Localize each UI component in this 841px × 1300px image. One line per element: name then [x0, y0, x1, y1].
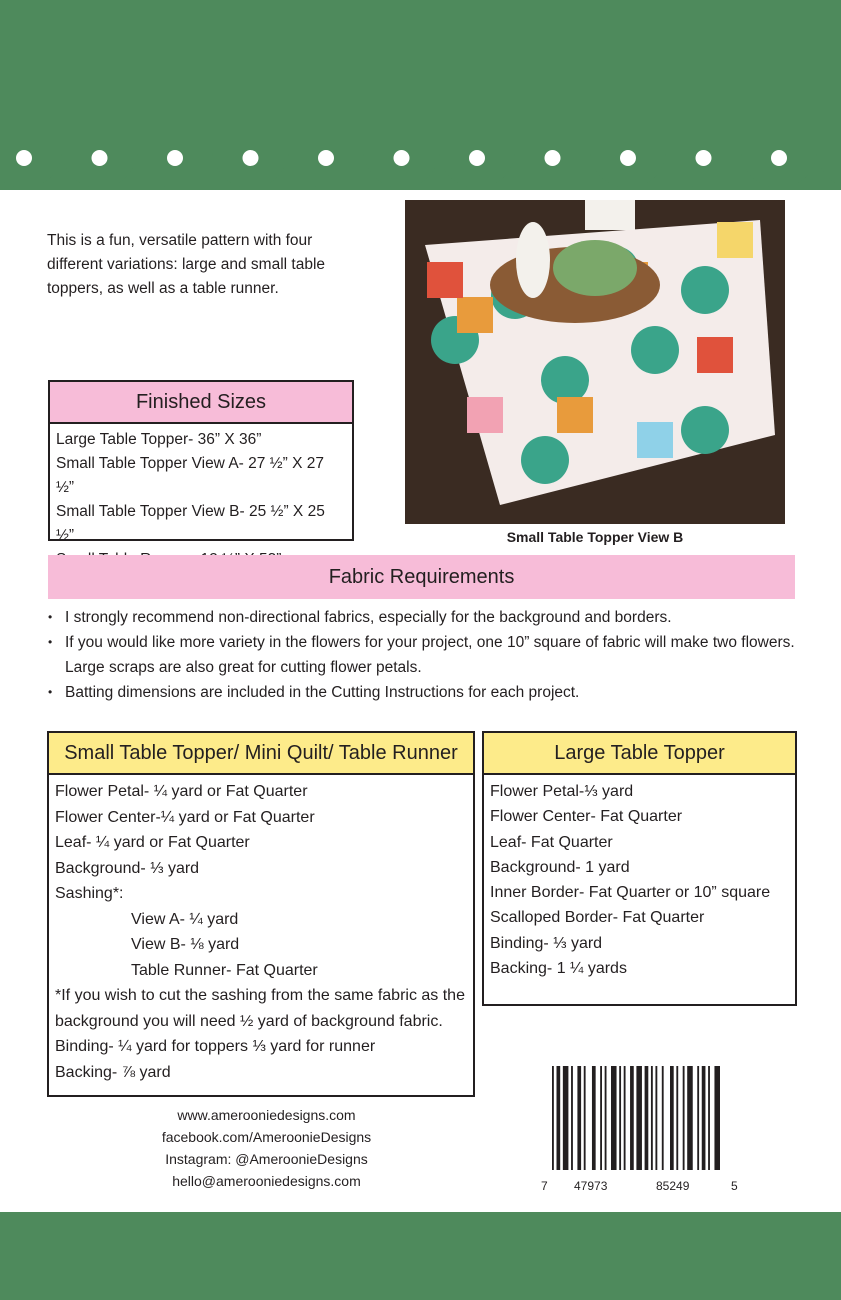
small-topper-list [49, 775, 473, 1089]
barcode-bar [676, 1066, 678, 1170]
requirement-line: View B- ⅛ yard [131, 936, 240, 953]
contact-info [120, 1104, 413, 1192]
fabric-note: • Batting dimensions are included in the Cutting Instructions for each project. [48, 680, 795, 705]
barcode-bar [624, 1066, 626, 1170]
requirement-line: Table Runner- Fat Quarter [131, 961, 318, 979]
photo-caption: Small Table Topper View B [506, 529, 684, 545]
barcode-bar [557, 1066, 561, 1170]
table-topper-photo [405, 200, 785, 524]
quilt-petal [681, 266, 729, 314]
quilt-petal [521, 436, 569, 484]
requirement-line: Leaf- Fat Quarter [490, 833, 613, 851]
barcode-bar [645, 1066, 649, 1170]
quilt-petal [631, 326, 679, 374]
requirement-line: Flower Center-¼ yard or Fat Quarter [55, 808, 315, 826]
barcode-bar [563, 1066, 569, 1170]
size-item: Small Table Topper View A- 27 ½” X 27 ½” [56, 455, 324, 496]
scallop-hole [16, 150, 32, 166]
requirement-line: Inner Border- Fat Quarter or 10” square [490, 884, 771, 902]
barcode-bar [708, 1066, 710, 1170]
requirement-line: Sashing*: [55, 885, 124, 902]
quilt-flower-center [637, 422, 673, 458]
barcode-bar [714, 1066, 720, 1170]
footer-band [0, 1212, 841, 1300]
barcode-bar [702, 1066, 706, 1170]
requirement-line: Binding- ⅓ yard [490, 934, 603, 952]
quilt-flower-center [717, 222, 753, 258]
requirement-line: *If you wish to cut the sashing from the same fabric as the background you will need ½ yard of background fabric. [55, 987, 465, 1030]
finished-sizes-list [50, 424, 352, 576]
size-item: Large Table Topper- 36” X 36” [56, 431, 262, 448]
website-link[interactable]: www.amerooniedesigns.com [177, 1107, 356, 1123]
barcode-bar [592, 1066, 596, 1170]
quilt-petal [681, 406, 729, 454]
finished-sizes-title: Finished Sizes [50, 382, 352, 424]
quilt-flower-center [557, 397, 593, 433]
requirement-line: Scalloped Border- Fat Quarter [490, 909, 705, 927]
barcode-bar [584, 1066, 586, 1170]
barcode-bar [697, 1066, 699, 1170]
instagram-link[interactable]: Instagram: @AmeroonieDesigns [165, 1151, 368, 1167]
requirement-line: Binding- ¼ yard for toppers ⅓ yard for runner [55, 1038, 376, 1055]
requirement-line: Flower Center- Fat Quarter [490, 808, 683, 826]
scallop-hole [696, 150, 712, 166]
scallop-hole [469, 150, 485, 166]
fabric-notes [48, 605, 795, 705]
barcode-bar [577, 1066, 581, 1170]
finished-sizes-box [48, 380, 354, 544]
requirement-line: Flower Petal- ¼ yard or Fat Quarter [55, 783, 308, 800]
requirement-line: Backing- ⅞ yard [55, 1063, 171, 1081]
barcode-bar [552, 1066, 554, 1170]
fabric-note: • If you would like more variety in the flowers for your project, one 10” square of fabric will make two flowers. Large scraps are also great for cutting flower petals. [48, 630, 795, 680]
barcode-bar [611, 1066, 617, 1170]
scalloped-edge [0, 150, 841, 200]
quilt-petal [541, 356, 589, 404]
scallop-hole [318, 150, 334, 166]
barcode-bar [683, 1066, 685, 1170]
scallop-hole [167, 150, 183, 166]
scallop-hole [620, 150, 636, 166]
requirement-line: Leaf- ¼ yard or Fat Quarter [55, 834, 250, 851]
requirement-line: Flower Petal-⅓ yard [490, 783, 634, 800]
scallop-hole [771, 150, 787, 166]
barcode-left-group: 47973 [574, 1179, 608, 1193]
ceramic-bunny [516, 222, 550, 298]
requirement-line: Background- 1 yard [490, 858, 630, 876]
quilt-flower-center [427, 262, 463, 298]
large-topper-title: Large Table Topper [484, 733, 795, 775]
small-topper-requirements-box [47, 731, 475, 1097]
candy-dish [553, 240, 637, 296]
scallop-hole [243, 150, 259, 166]
barcode-bars [552, 1066, 720, 1170]
barcode-first-digit: 7 [541, 1179, 548, 1193]
barcode-check-digit: 5 [731, 1179, 738, 1193]
fabric-requirements-title: Fabric Requirements [48, 555, 795, 599]
barcode-bar [655, 1066, 657, 1170]
requirement-line: Backing- 1 ¼ yards [490, 960, 627, 978]
barcode-bar [687, 1066, 693, 1170]
barcode-bar [605, 1066, 607, 1170]
barcode-bar [651, 1066, 653, 1170]
barcode-bar [662, 1066, 664, 1170]
barcode-bar [571, 1066, 573, 1170]
quilt-flower-center [697, 337, 733, 373]
fabric-note: • I strongly recommend non-directional fabrics, especially for the background and borders. [48, 605, 795, 630]
large-topper-requirements-box [482, 731, 797, 1006]
barcode-bar [630, 1066, 634, 1170]
large-topper-list [484, 775, 795, 985]
size-item: Small Table Topper View B- 25 ½” X 25 ½” [56, 503, 325, 544]
barcode-bar [636, 1066, 642, 1170]
scallop-hole [92, 150, 108, 166]
white-pitcher [585, 200, 635, 230]
scallop-hole [545, 150, 561, 166]
quilt-flower-center [457, 297, 493, 333]
facebook-link[interactable]: facebook.com/AmeroonieDesigns [161, 1129, 372, 1145]
scallop-hole [394, 150, 410, 166]
barcode-bar [600, 1066, 602, 1170]
quilt-flower-center [467, 397, 503, 433]
barcode-bar [670, 1066, 674, 1170]
requirement-line: Background- ⅓ yard [55, 859, 200, 877]
requirement-line: View A- ¼ yard [131, 910, 239, 928]
scallop [817, 150, 841, 188]
intro-text: This is a fun, versatile pattern with four different variations: large and small table toppers, as well as a table runner. [47, 232, 326, 297]
small-topper-title: Small Table Topper/ Mini Quilt/ Table Runner [49, 733, 473, 775]
email-link[interactable]: hello@amerooniedesigns.com [172, 1173, 361, 1189]
barcode [537, 1050, 743, 1195]
barcode-bar [619, 1066, 621, 1170]
barcode-right-group: 85249 [656, 1179, 690, 1193]
